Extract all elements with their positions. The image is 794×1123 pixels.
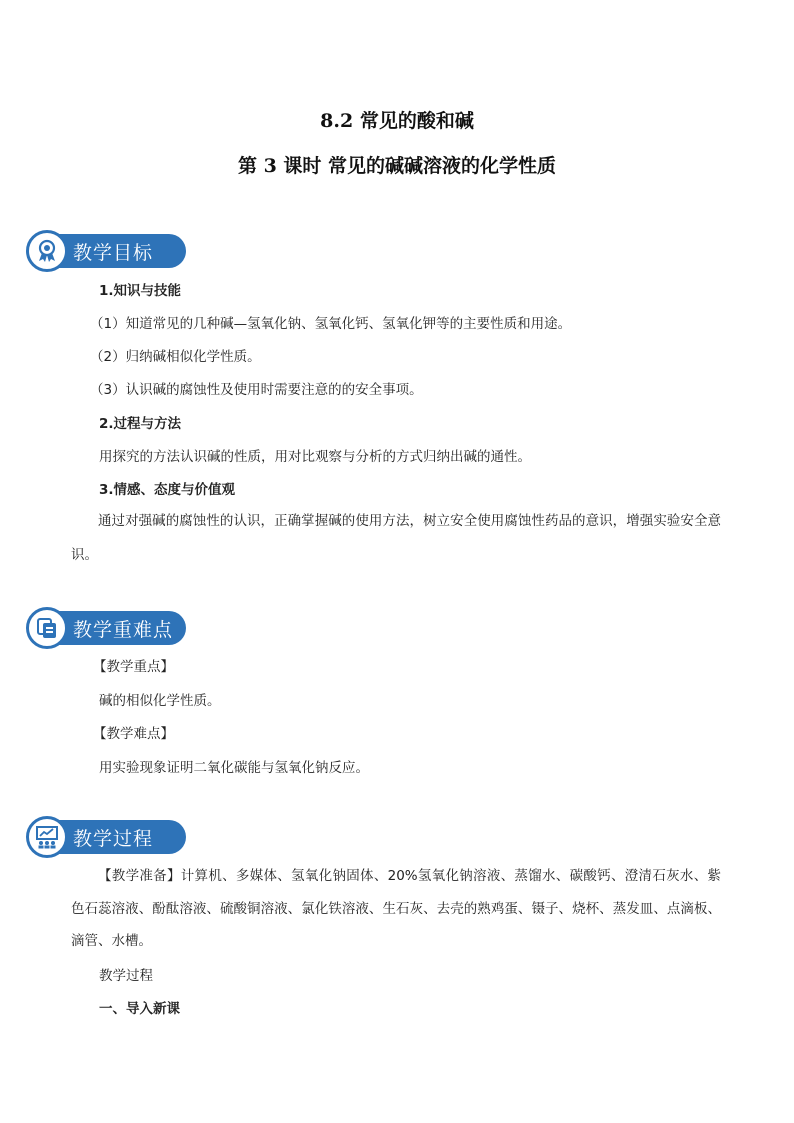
- documents-icon: [26, 607, 68, 649]
- preparation-label: 【教学准备】: [98, 868, 181, 884]
- banner-label: 教学过程: [73, 828, 154, 850]
- objective-item: （2）归纳碱相似化学性质。: [90, 349, 261, 365]
- banner-label: 教学目标: [73, 242, 154, 264]
- step-heading: 一、导入新课: [99, 1001, 180, 1017]
- page-subtitle: 第 3 课时 常见的碱碱溶液的化学性质: [237, 155, 557, 177]
- section-banner-keypoints: [26, 607, 186, 649]
- difficulty-text: 用实验现象证明二氧化碳能与氢氧化钠反应。: [99, 760, 369, 776]
- heading-process-method: 2.过程与方法: [99, 416, 182, 432]
- process-method-text: 用探究的方法认识碱的性质，用对比观察与分析的方式归纳出碱的通性。: [99, 449, 531, 465]
- heading-knowledge: 1.知识与技能: [99, 283, 182, 299]
- key-point-text: 碱的相似化学性质。: [99, 693, 221, 709]
- presentation-icon: [26, 816, 68, 858]
- teaching-preparation: [71, 860, 721, 958]
- objective-item: （3）认识碱的腐蚀性及使用时需要注意的的安全事项。: [90, 382, 423, 398]
- heading-emotion-values: 3.情感、态度与价值观: [99, 482, 236, 498]
- section-banner-objectives: [26, 230, 186, 272]
- preparation-text: 计算机、多媒体、氢氧化钠固体、20%氢氧化钠溶液、蒸馏水、碳酸钙、澄清石灰水、紫色石蕊溶液、酚酞溶液、硫酸铜溶液、氯化铁溶液、生石灰、去壳的熟鸡蛋、镊子、烧杯、蒸发皿、点滴板、滴管、水槽。: [71, 868, 721, 949]
- key-point-label: 【教学重点】: [93, 659, 174, 675]
- teaching-process-label: 教学过程: [99, 968, 153, 984]
- banner-label: 教学重难点: [73, 619, 174, 641]
- objective-item: （1）知道常见的几种碱—氢氧化钠、氢氧化钙、氢氧化钾等的主要性质和用途。: [90, 316, 572, 332]
- section-banner-process: [26, 816, 186, 858]
- page-title: 8.2 常见的酸和碱: [320, 110, 474, 132]
- award-medal-icon: [26, 230, 68, 272]
- difficulty-label: 【教学难点】: [93, 726, 174, 742]
- emotion-values-text: 通过对强碱的腐蚀性的认识，正确掌握碱的使用方法，树立安全使用腐蚀性药品的意识，增强实验安全意识。: [71, 513, 721, 563]
